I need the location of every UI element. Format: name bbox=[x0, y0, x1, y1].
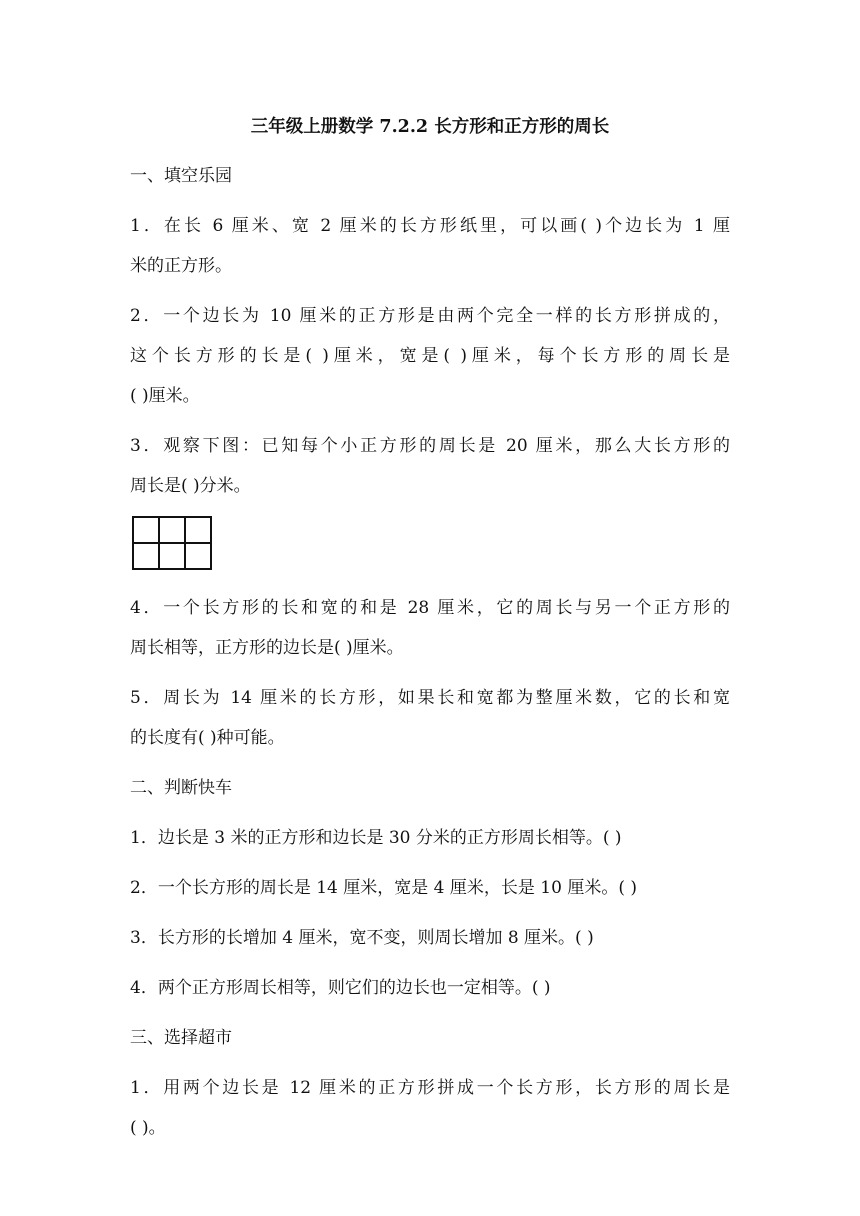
section-heading-multiple-choice: 三、选择超市 bbox=[130, 1028, 232, 1048]
question-1-4 bbox=[130, 588, 730, 668]
question-2-1: 1．边长是 3 米的正方形和边长是 30 分米的正方形周长相等。( ) bbox=[130, 828, 622, 848]
page-title: 三年级上册数学 7.2.2 长方形和正方形的周长 bbox=[250, 117, 610, 137]
question-1-2 bbox=[130, 296, 730, 416]
question-line: ( )厘米。 bbox=[130, 386, 200, 406]
question-line: 的长度有( )种可能。 bbox=[130, 728, 285, 748]
question-2-2: 2．一个长方形的周长是 14 厘米，宽是 4 厘米，长是 10 厘米。( ) bbox=[130, 878, 637, 898]
section-heading-true-false: 二、判断快车 bbox=[130, 778, 232, 798]
section-heading-fill-blank: 一、填空乐园 bbox=[130, 166, 232, 186]
question-1-5 bbox=[130, 678, 730, 758]
question-3-1 bbox=[130, 1068, 730, 1148]
question-line: 米的正方形。 bbox=[130, 256, 232, 276]
question-1-3 bbox=[130, 426, 730, 506]
question-line: 这个长方形的长是( )厘米，宽是( )厘米，每个长方形的周长是 bbox=[130, 346, 730, 366]
question-line: 1．在长 6 厘米、宽 2 厘米的长方形纸里，可以画( )个边长为 1 厘 bbox=[130, 216, 730, 236]
question-line: 2．一个边长为 10 厘米的正方形是由两个完全一样的长方形拼成的， bbox=[130, 306, 730, 326]
grid-of-small-squares bbox=[132, 516, 214, 572]
question-line: 周长相等，正方形的边长是( )厘米。 bbox=[130, 638, 404, 658]
rectangle-grid-figure bbox=[132, 516, 730, 576]
question-line: 3．观察下图：已知每个小正方形的周长是 20 厘米，那么大长方形的 bbox=[130, 436, 730, 456]
question-line: 5．周长为 14 厘米的长方形，如果长和宽都为整厘米数，它的长和宽 bbox=[130, 688, 730, 708]
question-1-1 bbox=[130, 206, 730, 286]
question-2-4: 4．两个正方形周长相等，则它们的边长也一定相等。( ) bbox=[130, 978, 551, 998]
question-line: ( )。 bbox=[130, 1118, 166, 1138]
question-line: 1．用两个边长是 12 厘米的正方形拼成一个长方形，长方形的周长是 bbox=[130, 1078, 730, 1098]
question-line: 周长是( )分米。 bbox=[130, 476, 251, 496]
question-2-3: 3．长方形的长增加 4 厘米，宽不变，则周长增加 8 厘米。( ) bbox=[130, 928, 594, 948]
question-line: 4．一个长方形的长和宽的和是 28 厘米，它的周长与另一个正方形的 bbox=[130, 598, 730, 618]
